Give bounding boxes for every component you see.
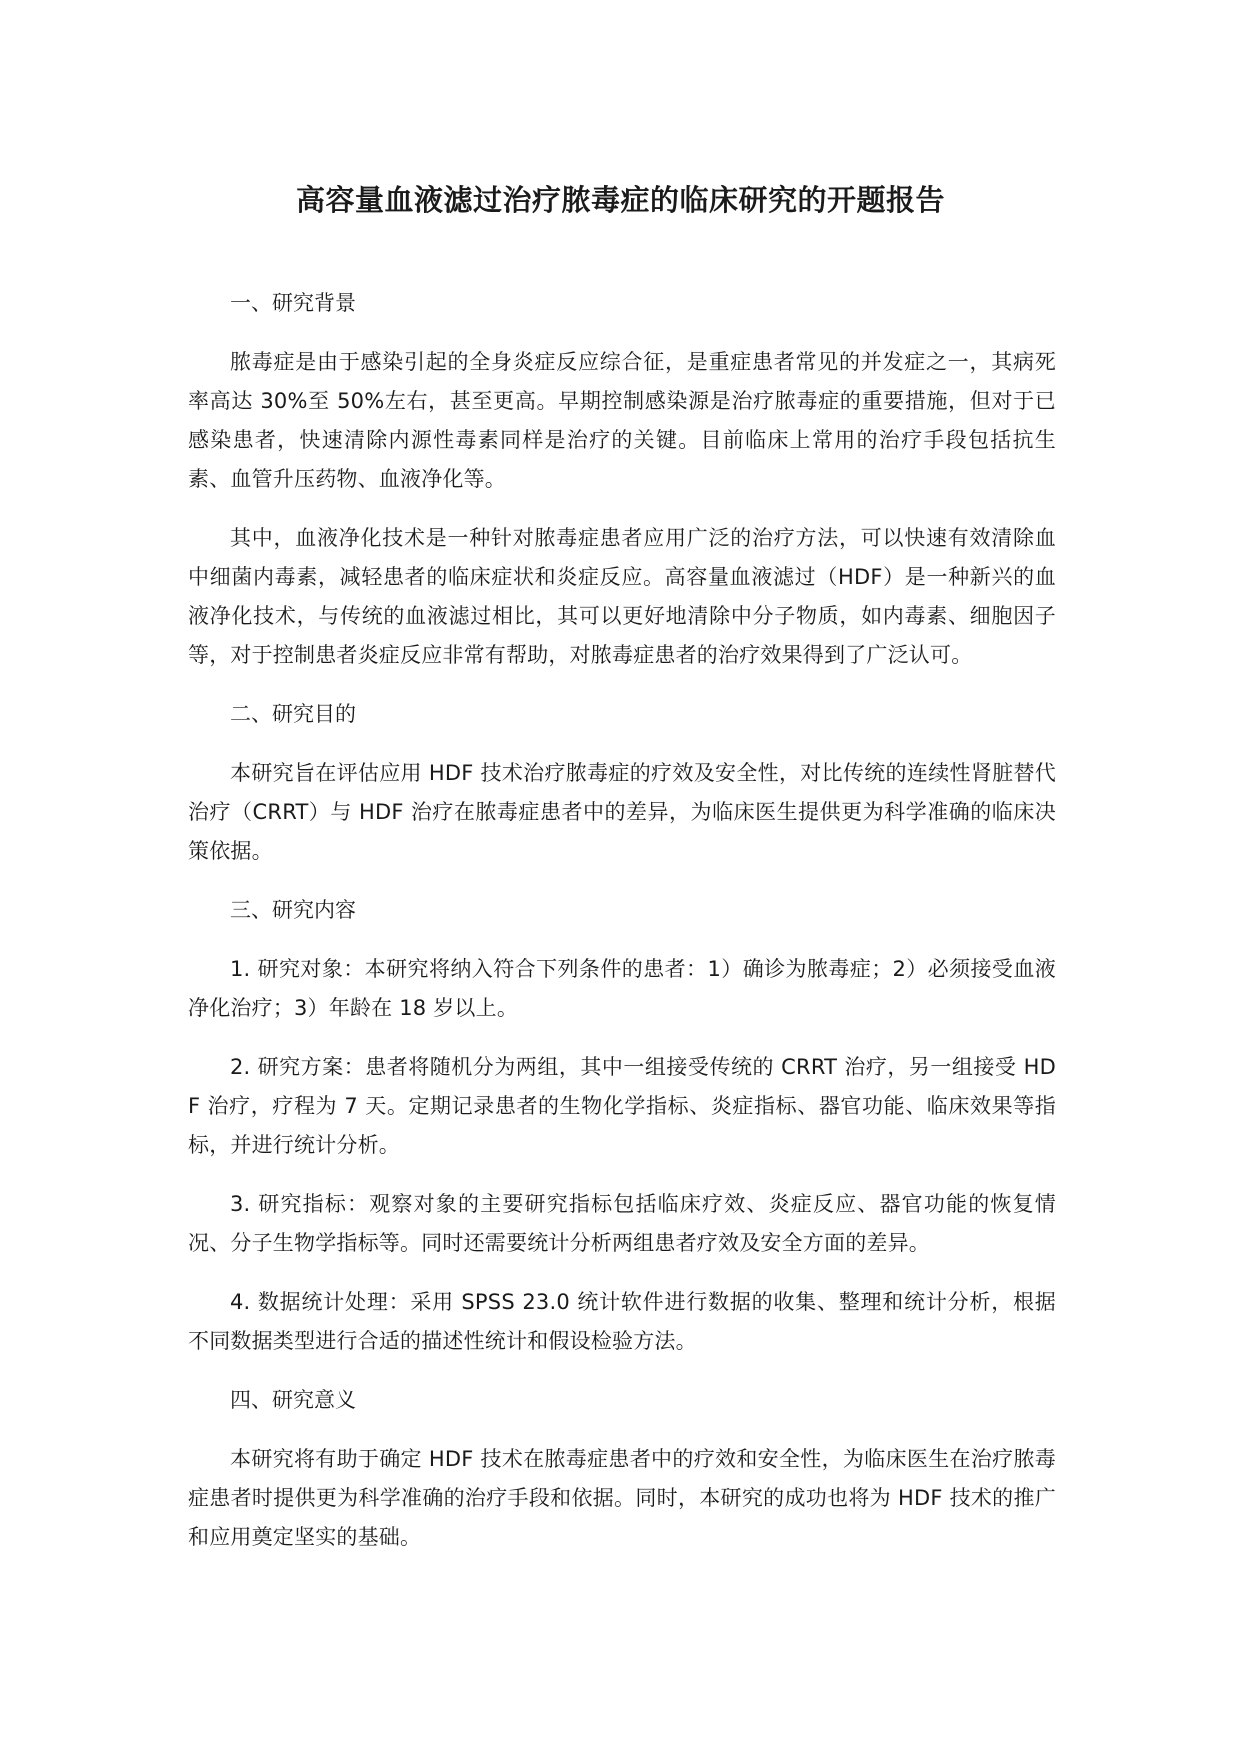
section-heading: 四、研究意义 xyxy=(230,1388,356,1412)
paragraph: 1. 研究对象：本研究将纳入符合下列条件的患者：1）确诊为脓毒症；2）必须接受血液净化治疗；3）年龄在 18 岁以上。 xyxy=(188,957,1056,1020)
section-background xyxy=(188,284,1056,675)
paragraph: 3. 研究指标：观察对象的主要研究指标包括临床疗效、炎症反应、器官功能的恢复情况、分子生物学指标等。同时还需要统计分析两组患者疗效及安全方面的差异。 xyxy=(188,1192,1056,1255)
section-significance xyxy=(188,1381,1056,1557)
paragraph: 本研究旨在评估应用 HDF 技术治疗脓毒症的疗效及安全性，对比传统的连续性肾脏替代治疗（CRRT）与 HDF 治疗在脓毒症患者中的差异，为临床医生提供更为科学准确的临床决策依据。 xyxy=(188,761,1056,863)
paragraph: 脓毒症是由于感染引起的全身炎症反应综合征，是重症患者常见的并发症之一，其病死率高达 30%至 50%左右，甚至更高。早期控制感染源是治疗脓毒症的重要措施，但对于已感染患者，快速清除内源性毒素同样是治疗的关键。目前临床上常用的治疗手段包括抗生素、血管升压药物、血液净化等。 xyxy=(188,350,1056,491)
document-title: 高容量血液滤过治疗脓毒症的临床研究的开题报告 xyxy=(295,183,945,217)
section-purpose xyxy=(188,695,1056,871)
section-heading: 一、研究背景 xyxy=(230,291,356,315)
paragraph: 2. 研究方案：患者将随机分为两组，其中一组接受传统的 CRRT 治疗，另一组接受 HDF 治疗，疗程为 7 天。定期记录患者的生物化学指标、炎症指标、器官功能、临床效果等指标，并进行统计分析。 xyxy=(188,1055,1056,1157)
section-heading: 三、研究内容 xyxy=(230,898,356,922)
document-body xyxy=(188,284,1056,1577)
section-content xyxy=(188,891,1056,1361)
paragraph: 4. 数据统计处理：采用 SPSS 23.0 统计软件进行数据的收集、整理和统计分析，根据不同数据类型进行合适的描述性统计和假设检验方法。 xyxy=(188,1290,1056,1353)
section-heading: 二、研究目的 xyxy=(230,702,356,726)
paragraph: 本研究将有助于确定 HDF 技术在脓毒症患者中的疗效和安全性，为临床医生在治疗脓毒症患者时提供更为科学准确的治疗手段和依据。同时，本研究的成功也将为 HDF 技术的推广和应用奠定坚实的基础。 xyxy=(188,1447,1056,1549)
paragraph: 其中，血液净化技术是一种针对脓毒症患者应用广泛的治疗方法，可以快速有效清除血中细菌内毒素，减轻患者的临床症状和炎症反应。高容量血液滤过（HDF）是一种新兴的血液净化技术，与传统的血液滤过相比，其可以更好地清除中分子物质，如内毒素、细胞因子等，对于控制患者炎症反应非常有帮助，对脓毒症患者的治疗效果得到了广泛认可。 xyxy=(188,526,1056,667)
